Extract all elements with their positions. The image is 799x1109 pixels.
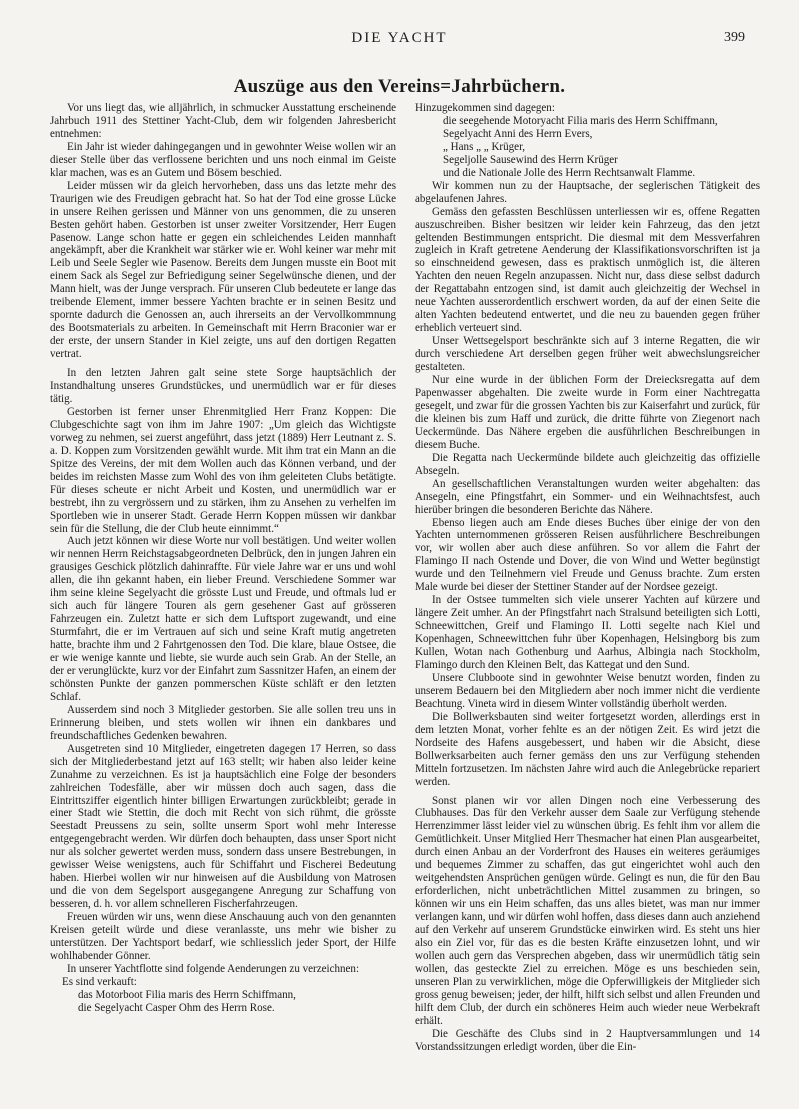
list-item: „ Hans „ „ Krüger, [443,140,526,153]
paragraph: Gemäss den gefassten Beschlüssen unterliessen wir es, offene Regatten auszuschreiben. Bisher besitzen wir leider kein Fahrzeug, das den jetzt geltenden Bestimmungen entspricht. Die diesmal mit dem Messverfahren zugleich in Kraft getretene Aenderung der Klassifikationsvorschriften ist ja so einschneidend gewesen, dass es praktisch unmöglich ist, die älteren Yachten den neuen Regeln anzupassen. Nicht nur, dass diese selbst dadurch der Regattabahn entzogen sind, ist damit auch gleichzeitig der Wechsel in neue Yachten ausserordentlich erschwert worden, da auf der einen Seite die alten Yachten bedeutend entwertet, und die neu zu bauenden gegen früher erheblich verteuert sind. [415,205,760,335]
paragraph: Leider müssen wir da gleich hervorheben, dass uns das letzte mehr des Traurigen wie des Freudigen gebracht hat. So hat der Tod eine grosse Lücke in unsere Reihen gerissen und Männer von uns genommen, die zu unseren Besten gehört haben. Gestorben ist unser zweiter Vorsitzender, Herr Eugen Pasenow. Lange schon hatte er gegen ein schleichendes Leiden mannhaft angekämpft, aber die Krankheit war stärker wie er. Wohl keiner war mehr mit Leib und Seele Segler wie Pasenow. Bereits dem Jungen musste ein Boot mit einem Sack als Segel zur Befriedigung seiner Segelwünsche dienen, und der Mann hielt, was der Junge versprach. Für unseren Club bedeutete er lange das treibende Element, immer bessere Yachten brachte er in seinen Besitz und spornte dadurch die Genossen an, auch ihrerseits an der Vervollkommnung des Bootsmaterials zu arbeiten. In Gemeinschaft mit Herrn Braconier war er der erste, der unsern Stander in Kiel zeigte, uns auf den dortigen Regatten vertrat. [50,179,396,361]
paragraph: Ausgetreten sind 10 Mitglieder, eingetreten dagegen 17 Herren, so dass sich der Mitgliederbestand jetzt auf 163 stellt; wir haben also leider keine Zunahme zu verzeichnen. Es ist ja hauptsächlich eine Folge der besonders zahlreichen Todesfälle, aber wir müssen doch auch sagen, dass die Eintrittsziffer eigentlich hinter billigen Erwartungen zurückbleibt; gerade in einer Stadt wie Stettin, die doch mit Recht von sich rühmt, die grösste Seestadt Preussens zu sein, sollte unserm Sport wohl mehr Interesse entgegengebracht werden. Wir dürfen doch behaupten, dass unser Sport nicht nur als solcher gewertet werden muss, sondern dass unsere Bestrebungen, in gewisser Weise wenigstens, auch für Schiffahrt und Fischerei Bedeutung haben. Hierbei wollen wir nur hinweisen auf die Ausbildung von Matrosen und die von dem Segelsport ausgegangene Anregung zur Schaffung von besseren, d. h. vor allem schnelleren Fischerfahrzeugen. [50,742,396,911]
page-number: 399 [724,30,745,45]
paragraph: Die Bollwerksbauten sind weiter fortgesetzt worden, allerdings erst in dem letzten Monat, vorher fehlte es an der nötigen Zeit. Es wird jetzt die Nordseite des Hafens ausgebessert, und haben wir die Absicht, diese Bollwerksarbeiten auch ferner gemäss den uns zur Verfügung stehenden Mitteln fortzusetzen. Im nächsten Jahre wird auch die Anlegebrücke repariert werden. [415,710,760,788]
paragraph: Ausserdem sind noch 3 Mitglieder gestorben. Sie alle sollen treu uns in Erinnerung bleiben, und stets wollen wir ihnen ein dankbares und freundschaftliches Gedenken bewahren. [50,703,396,742]
list-item: Segelyacht Anni des Herrn Evers, [443,127,593,140]
paragraph: In den letzten Jahren galt seine stete Sorge hauptsächlich der Instandhaltung unseres Grundstückes, und unermüdlich war er für dieses tätig. [50,367,396,405]
list-item: Segeljolle Sausewind des Herrn Krüger [443,153,618,166]
paragraph: An gesellschaftlichen Veranstaltungen wurden weiter abgehalten: das Ansegeln, eine Pfingstfahrt, ein Sommer- und ein Weihnachtsfest, auch hierüber bringen die besonderen Berichte das Nähere. [415,477,760,516]
right-column [415,102,760,1092]
paragraph: Ein Jahr ist wieder dahingegangen und in gewohnter Weise wollen wir an dieser Stelle über das verflossene berichten und uns noch einmal im Geiste klar machen, was es an Gutem und Bösem beschied. [50,140,396,179]
paragraph: Ebenso liegen auch am Ende dieses Buches über einige der von den Yachten unternommenen grösseren Reisen ausführlichere Beschreibungen vor, wir wollen aber auch diese anführen. So vor allem die Fahrt der Flamingo II nach Ostende und Dover, die von Wind und Wetter begünstigt wurde und den Teilnehmern viel Freude und Genuss brachte. Zum ersten Male wurde bei dieser der Stettiner Stander auf der Nordsee gezeigt. [415,516,760,594]
paragraph: Unsere Clubboote sind in gewohnter Weise benutzt worden, finden zu unserem Bedauern bei den Mitgliedern aber noch immer nicht die verdiente Beachtung. Vineta wird in diesem Winter vollständig überholt werden. [415,671,760,710]
list-item: das Motorboot Filia maris des Herrn Schiffmann, [78,988,296,1001]
paragraph: Unser Wettsegelsport beschränkte sich auf 3 interne Regatten, die wir durch verschiedene Art derselben gegen früher weit abwechslungsreicher gestalteten. [415,335,760,374]
right-paragraphs [415,180,760,1054]
list-item: die seegehende Motoryacht Filia maris des Herrn Schiffmann, [443,114,718,127]
list-item: und die Nationale Jolle des Herrn Rechtsanwalt Flamme. [443,166,696,179]
left-column [50,102,396,1092]
running-head [0,30,799,50]
paragraph: Gestorben ist ferner unser Ehrenmitglied Herr Franz Koppen: Die Clubgeschichte sagt von ihm im Jahre 1907: „Um gleich das Wichtigste vorweg zu nehmen, sei zuerst angeführt, dass jetzt (1889) Herr Leutnant z. S. a. D. Koppen zum Vorsitzenden gewählt wurde. Mit ihm trat ein Mann an die Spitze des Vereins, der mit dem Wollen auch das Können verband, und der beides im reichsten Masse zum Wohl des von ihm geleiteten Clubs betätigte. Für dieses scheute er nicht Arbeit und Kosten, und unermüdlich war er bestrebt, ihn zu vergrössern und zu stärken, ihm zu Ansehen zu verhelfen im Sportleben wie in unserer Stadt. Gerade Herrn Koppen müssen wir dankbar sein für die Stellung, die der Club heute einnimmt.“ [50,405,396,535]
paragraph: Die Regatta nach Ueckermünde bildete auch gleichzeitig das offizielle Absegeln. [415,451,760,477]
paragraph: In der Ostsee tummelten sich viele unserer Yachten auf kürzere und längere Zeit umher. An der Pfingstfahrt nach Stralsund beteiligten sich Lotti, Schneewittchen, Greif und Flamingo II. Lotti segelte nach Kiel und Kopenhagen, Schneewittchen fuhr über Kopenhagen, Helsingborg bis zum Kullen, Wotan nach Gothenburg und Aarhus, Albingia nach Stockholm, Flamingo durch den Kleinen Belt, das Kattegat und den Sund. [415,594,760,671]
paragraph: Sonst planen wir vor allen Dingen noch eine Verbesserung des Clubhauses. Das für den Verkehr ausser dem Saale zur Verfügung stehende Herrenzimmer lässt leider viel zu wünschen übrig. Es fehlt ihm vor allem die Gemütlichkeit. Unser Mitglied Herr Thesmacher hat einen Plan ausgearbeitet, durch einen Anbau an der Vorderfront des Hauses ein weiteres geräumiges und bequemes Zimmer zu schaffen, das gut eingerichtet wohl auch den weitgehendsten Ansprüchen genügen würde. Gelingt es nun, die für den Bau erforderlichen, nicht unbeträchtlichen Mittel zusammen zu bringen, so können wir uns ein Heim schaffen, das uns alles bietet, was man nur immer verlangen kann, und wir dürfen wohl hoffen, dass dieses dann auch anziehend auf den Verkehr auf unserem Grundstücke einwirken wird. Es steht uns hier also ein Ziel vor, für das es die besten Kräfte einzusetzen lohnt, und wir wollen auch gern das Versprechen abgeben, dass wir unermüdlich tätig sein wollen, das gesteckte Ziel zu erreichen. Möge es uns beschieden sein, unseren Plan zu verwirklichen, möge die Opferwilligkeis der Mitglieder sich gross genug beweisen; jeder, der hilft, hilft sich selbst und allen Freunden und hilft dem Club, der durch ein schöneres Heim auch wieder neue Werbekraft erhält. [415,794,760,1027]
paragraph: Wir kommen nun zu der Hauptsache, der seglerischen Tätigkeit des abgelaufenen Jahres. [415,179,760,205]
list-item: die Segelyacht Casper Ohm des Herrn Rose. [78,1001,275,1014]
paragraph: Vor uns liegt das, wie alljährlich, in schmucker Ausstattung erscheinende Jahrbuch 1911 des Stettiner Yacht-Club, dem wir folgenden Jahresbericht entnehmen: [50,102,396,140]
added-heading: Hinzugekommen sind dagegen: [415,102,555,114]
running-title: DIE YACHT [351,30,448,46]
paragraph: Die Geschäfte des Clubs sind in 2 Hauptversammlungen und 14 Vorstandssitzungen erledigt worden, über die Ein- [415,1027,760,1053]
sold-list [50,989,396,1015]
article-title: Auszüge aus den Vereins=Jahrbüchern. [233,76,566,97]
paragraph: Freuen würden wir uns, wenn diese Anschauung auch von den genannten Kreisen geteilt würde und diese veranlasste, uns mehr wie bisher zu unterstützen. Der Yachtsport bedarf, wie schliesslich jeder Sport, der Hilfe wohlhabender Gönner. [50,911,396,962]
paragraph: Nur eine wurde in der üblichen Form der Dreiecksregatta auf dem Papenwasser abgehalten. Die zweite wurde in Form einer Nachtregatta gesegelt, und zwar für die grossen Yachten bis zur Kaiserfahrt und zurück, für die kleinen bis zum Haff und zurück, die dritte führte von Ziegenort nach Ueckermünde. Das Nähere ergeben die ausführlichen Beschreibungen in diesem Buche. [415,374,760,451]
left-paragraphs [50,102,396,976]
paragraph: Auch jetzt können wir diese Worte nur voll bestätigen. Und weiter wollen wir nennen Herrn Reichstagsabgeordneten Delbrück, den in jungen Jahren ein grausiges Geschick plötzlich dahinraffte. Für viele Jahre war er uns und wohl allen, die ihn gekannt haben, ein lieber Freund. Verschiedene Sommer war ihm seine kleine Segelyacht die grösste Lust und Freude, und oftmals lud er sich auch für längere Touren als gern gesehener Gast auf grösseren Fahrzeugen ein. Zuletzt hatte er sich dem Luftsport zugewandt, und eine Sturmfahrt, die er im Vertrauen auf sich und seine Kraft mutig angetreten hatte, brachte ihm und 2 Fahrtgenossen den Tod. Die klare, blaue Ostsee, die er wie wenige kannte und liebte, sie wurde auch sein Grab. An der Stelle, an der er verunglückte, kurz vor der Einfahrt zum Sassnitzer Hafen, an einem der schönsten Punkte der ganzen pommerschen Küste schläft er den letzten Schlaf. [50,535,396,703]
sold-heading: Es sind verkauft: [62,975,137,988]
paragraph: In unserer Yachtflotte sind folgende Aenderungen zu verzeichnen: [67,962,360,975]
added-list [415,115,760,180]
